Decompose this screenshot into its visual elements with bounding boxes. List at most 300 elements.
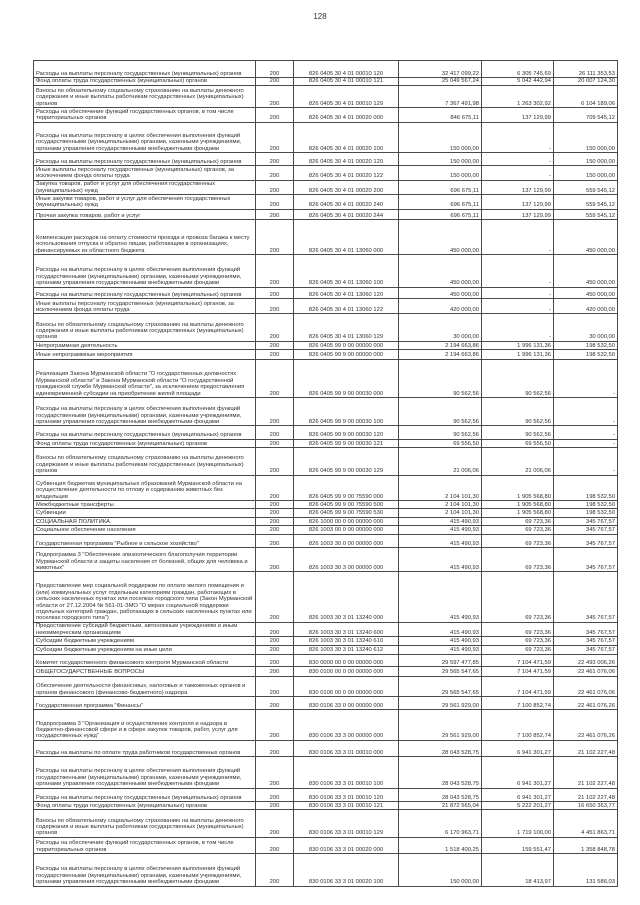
row-amount-col1-cell [399,195,482,209]
row-amount-col1-cell [399,637,482,645]
row-classification-code-cell [294,350,399,359]
row-amount-col1-cell [399,526,482,534]
row-amount-col1: 696 675,11 [450,202,479,209]
row-line-code: 200 [269,615,280,622]
row-amount-col2-cell [482,500,554,508]
table-row [34,166,618,180]
row-classification-code-cell [294,572,399,622]
row-amount-col3: 198 532,50 [585,501,615,508]
row-amount-col3: 450 000,00 [585,291,615,298]
row-classification-code-cell [294,341,399,349]
row-amount-col3-cell [554,255,618,287]
budget-table [33,60,618,887]
row-amount-col3: 345 767,57 [585,638,615,645]
row-description-cell [34,788,256,801]
row-description: Прочая закупка товаров, работ и услуг [36,212,141,219]
row-description-cell [34,350,256,359]
row-classification-code-cell [294,654,399,666]
row-amount-col2-cell [482,676,554,696]
row-description: СОЦИАЛЬНАЯ ПОЛИТИКА [36,518,111,525]
row-description: Расходы на выплаты персоналу в целях обеспечения выполнения функций государственными (муниципальными) органами, казенными учреждениями, органами управления государственными внебюджетными фондами [36,132,242,152]
row-amount-col3: - [613,440,615,447]
row-amount-col3: 150 000,00 [585,158,615,165]
row-amount-col3-cell [554,426,618,439]
row-amount-col3: 131 586,03 [585,879,615,886]
row-classification-code: 826 0405 30 4 01 00010 120 [308,70,384,77]
row-description-cell [34,676,256,696]
row-classification-code: 826 0405 99 9 00 00030 120 [308,432,384,439]
row-amount-col1-cell [399,676,482,696]
row-amount-col3-cell [554,341,618,349]
row-line-code-cell [256,697,294,710]
row-amount-col3: 345 767,57 [585,615,615,622]
row-line-code-cell [256,509,294,517]
row-line-code-cell [256,788,294,801]
row-description-cell [34,398,256,426]
row-line-code-cell [256,475,294,500]
row-line-code: 200 [269,70,280,77]
row-amount-col1-cell [399,209,482,219]
row-classification-code: 826 0405 30 4 01 00020 200 [308,187,384,194]
row-amount-col3-cell [554,195,618,209]
row-amount-col1-cell [399,622,482,636]
row-description-cell [34,572,256,622]
row-line-code: 200 [269,540,280,547]
row-classification-code: 826 0405 99 9 00 75590 000 [308,493,384,500]
row-line-code-cell [256,667,294,676]
row-amount-col2: - [549,173,551,180]
row-amount-col2-cell [482,740,554,756]
row-amount-col1: 415 490,93 [449,615,479,622]
table-row [34,645,618,654]
row-amount-col2-cell [482,637,554,645]
row-line-code: 200 [269,638,280,645]
row-line-code: 200 [269,115,280,122]
row-amount-col1: 29 561 929,00 [441,733,479,740]
row-amount-col3: 198 532,50 [585,493,615,500]
row-classification-code: 830 0100 00 0 00 00000 000 [308,669,384,676]
row-amount-col2-cell [482,810,554,837]
row-amount-col1-cell [399,697,482,710]
row-amount-col2-cell [482,314,554,341]
row-description-cell [34,637,256,645]
row-line-code: 200 [269,307,280,314]
row-amount-col3: 198 532,50 [585,510,615,517]
row-classification-code: 826 0405 99 9 00 00030 000 [308,390,384,397]
row-amount-col1-cell [399,152,482,165]
row-classification-code: 830 0106 33 0 00 00000 000 [308,703,384,710]
row-amount-col3: 21 102 227,48 [577,781,615,788]
row-amount-col2-cell [482,517,554,525]
row-description-cell [34,108,256,122]
row-description-cell [34,475,256,500]
row-classification-code-cell [294,287,399,298]
row-description: Расходы на выплаты персоналу государственных (муниципальных) органов [36,291,242,298]
row-classification-code-cell [294,788,399,801]
row-amount-col3-cell [554,526,618,534]
row-amount-col2-cell [482,299,554,314]
row-line-code-cell [256,517,294,525]
row-amount-col3: 6 104 189,06 [581,100,615,107]
row-amount-col3: 26 111 353,53 [578,70,615,77]
row-classification-code-cell [294,526,399,534]
row-classification-code-cell [294,448,399,475]
row-amount-col2: 7 104 471,59 [517,669,551,676]
row-amount-col2: 90 562,56 [525,419,551,426]
row-line-code: 200 [269,733,280,740]
row-line-code: 200 [269,564,280,571]
row-amount-col3-cell [554,448,618,475]
row-classification-code: 830 0106 33 3 01 00010 000 [308,749,384,756]
row-amount-col1: 90 562,56 [453,390,479,397]
table-row [34,697,618,710]
row-description: Расходы на выплаты персоналу государственных (муниципальных) органов [36,432,242,439]
table-row [34,299,618,314]
row-amount-col1: 2 104 101,30 [445,501,479,508]
row-line-code-cell [256,108,294,122]
row-description-cell [34,710,256,740]
row-amount-col1-cell [399,61,482,78]
row-amount-col1-cell [399,426,482,439]
row-amount-col3-cell [554,802,618,810]
row-description: Субвенция бюджетам муниципальных образований Мурманской области на осуществление деятельности по отлову и содержанию животных без владельцев [36,480,242,500]
row-classification-code-cell [294,697,399,710]
row-amount-col1-cell [399,166,482,180]
row-description-cell [34,426,256,439]
row-amount-col1-cell [399,287,482,298]
row-amount-col3-cell [554,854,618,886]
row-amount-col1: 2 194 663,86 [445,342,479,349]
row-description-cell [34,166,256,180]
row-amount-col1: 29 565 547,65 [441,669,479,676]
row-amount-col2-cell [482,219,554,254]
row-line-code: 200 [269,352,280,359]
row-amount-col2-cell [482,287,554,298]
row-amount-col1-cell [399,439,482,447]
row-classification-code-cell [294,740,399,756]
row-amount-col3-cell [554,287,618,298]
table-row [34,534,618,547]
row-line-code: 200 [269,689,280,696]
row-classification-code-cell [294,108,399,122]
row-line-code: 200 [269,145,280,152]
row-description-cell [34,61,256,78]
table-row [34,219,618,254]
row-line-code-cell [256,398,294,426]
row-line-code-cell [256,350,294,359]
row-line-code: 200 [269,501,280,508]
row-line-code: 200 [269,468,280,475]
row-classification-code: 826 0405 30 4 01 00020 244 [308,212,384,219]
row-amount-col3-cell [554,509,618,517]
table-row [34,802,618,810]
row-line-code: 200 [269,432,280,439]
row-amount-col2: - [549,291,551,298]
row-amount-col2: 1 996 131,36 [517,342,551,349]
row-amount-col1-cell [399,854,482,886]
row-amount-col2-cell [482,509,554,517]
row-line-code: 200 [269,187,280,194]
row-amount-col3: 1 358 848,78 [581,846,615,853]
row-amount-col3: 559 545,12 [585,212,615,219]
row-description: Закупка товаров, работ и услуг для обеспечения государственных (муниципальных) нужд [36,181,216,194]
row-classification-code: 830 0000 00 0 00 00000 000 [308,659,384,666]
row-amount-col3-cell [554,788,618,801]
row-amount-col2: 69 723,36 [525,540,551,547]
row-amount-col2-cell [482,78,554,85]
row-amount-col3-cell [554,122,618,152]
row-amount-col1: 450 000,00 [449,247,479,254]
row-line-code: 200 [269,647,280,654]
row-line-code: 200 [269,703,280,710]
row-classification-code: 826 0405 30 4 01 00010 129 [308,100,384,107]
row-description-cell [34,500,256,508]
row-amount-col3: - [613,432,615,439]
row-amount-col2: 1 905 568,80 [517,501,551,508]
row-amount-col1: 150 000,00 [449,173,479,180]
row-line-code-cell [256,426,294,439]
row-amount-col2: 69 723,36 [525,629,551,636]
row-classification-code-cell [294,426,399,439]
row-amount-col2-cell [482,209,554,219]
row-amount-col3: 4 451 863,71 [581,830,615,837]
row-description: Расходы на выплаты персоналу государственных (муниципальных) органов [36,158,242,165]
row-amount-col2-cell [482,534,554,547]
row-classification-code: 830 0106 33 3 01 00010 129 [308,830,384,837]
row-description-cell [34,622,256,636]
row-amount-col3-cell [554,837,618,853]
row-description-cell [34,517,256,525]
table-row [34,526,618,534]
row-amount-col2: 69 723,36 [525,518,551,525]
row-line-code-cell [256,676,294,696]
row-amount-col3-cell [554,645,618,654]
row-amount-col1-cell [399,534,482,547]
row-line-code: 200 [269,493,280,500]
row-amount-col2-cell [482,475,554,500]
row-description: Межбюджетные трансферты [36,501,114,508]
row-amount-col1-cell [399,475,482,500]
row-amount-col3: - [613,390,615,397]
row-amount-col1: 90 562,56 [453,419,479,426]
row-amount-col3-cell [554,667,618,676]
row-line-code-cell [256,710,294,740]
row-amount-col3-cell [554,534,618,547]
row-amount-col2: - [549,334,551,341]
row-classification-code: 826 0405 30 4 01 13060 129 [308,334,384,341]
row-description-cell [34,314,256,341]
row-line-code-cell [256,61,294,78]
row-amount-col2: 90 562,56 [525,390,551,397]
row-amount-col2: 137 129,99 [521,115,551,122]
row-line-code: 200 [269,440,280,447]
table-row [34,85,618,107]
row-amount-col2-cell [482,108,554,122]
row-description-cell [34,854,256,886]
row-classification-code-cell [294,152,399,165]
row-amount-col3: 198 532,50 [585,352,615,359]
row-description-cell [34,180,256,194]
row-description: Предоставление субсидий бюджетным, автономным учреждениям и иным некоммерческим организациям [36,623,238,636]
row-amount-col1: 2 104 101,30 [445,493,479,500]
row-classification-code-cell [294,299,399,314]
row-classification-code: 826 0405 30 4 01 00020 100 [308,145,384,152]
row-amount-col2: 137 129,99 [521,202,551,209]
row-amount-col3: 150 000,00 [585,173,615,180]
row-line-code-cell [256,287,294,298]
row-amount-col2-cell [482,645,554,654]
row-description: Подпрограмма 3 "Организация и осуществление контроля и надзора в бюджетно-финансовой сфере и в сфере закупок товаров, работ, услуг для государственных нужд" [36,720,238,740]
row-classification-code-cell [294,622,399,636]
row-amount-col1: 69 556,50 [453,440,479,447]
row-classification-code-cell [294,500,399,508]
row-classification-code-cell [294,209,399,219]
row-amount-col2: 1 996 131,36 [517,352,551,359]
row-line-code: 200 [269,803,280,809]
row-description: Иные непрограммные мероприятия [36,352,133,359]
row-description-cell [34,697,256,710]
row-amount-col2: 6 941 301,27 [517,749,551,756]
table-row [34,637,618,645]
row-classification-code-cell [294,810,399,837]
row-classification-code: 826 0405 30 4 01 00020 122 [308,173,384,180]
row-description-cell [34,341,256,349]
row-line-code-cell [256,526,294,534]
row-line-code: 200 [269,846,280,853]
row-classification-code-cell [294,195,399,209]
row-amount-col3-cell [554,359,618,397]
row-description-cell [34,654,256,666]
row-description: Расходы на выплаты персоналу в целях обеспечения выполнения функций государственными (муниципальными) органами, казенными учреждениями, органами управления государственными внебюджетными фондами [36,768,242,788]
row-amount-col1-cell [399,837,482,853]
page-number: 128 [313,12,327,21]
row-amount-col1-cell [399,710,482,740]
row-amount-col3: 345 767,57 [585,564,615,571]
table-row [34,572,618,622]
row-line-code: 200 [269,334,280,341]
row-amount-col2: - [549,280,551,287]
row-amount-col1-cell [399,500,482,508]
row-amount-col3-cell [554,637,618,645]
row-amount-col1-cell [399,645,482,654]
row-amount-col2: 69 723,36 [525,527,551,534]
budget-table-body [34,61,618,887]
table-row [34,448,618,475]
row-amount-col1: 21 006,06 [453,468,479,475]
row-amount-col3: 22 461 076,06 [577,689,615,696]
row-amount-col3-cell [554,757,618,788]
row-description: Расходы на обеспечение функций государственных органов, в том числе территориальных органов [36,840,234,853]
row-description-cell [34,547,256,571]
row-amount-col1: 6 170 963,71 [445,830,479,837]
row-description-cell [34,509,256,517]
row-classification-code: 826 0405 99 9 00 00030 121 [308,440,384,447]
row-amount-col1-cell [399,255,482,287]
row-classification-code-cell [294,837,399,853]
row-amount-col2-cell [482,166,554,180]
row-amount-col1: 415 490,93 [449,647,479,654]
row-description: Иные выплаты персоналу государственных (муниципальных) органов, за исключением фонда оплаты труда [36,300,234,314]
row-amount-col1-cell [399,314,482,341]
row-classification-code-cell [294,122,399,152]
row-amount-col3-cell [554,78,618,85]
row-classification-code: 830 0106 00 0 00 00000 000 [308,689,384,696]
row-amount-col1: 21 872 565,04 [441,803,479,809]
row-classification-code-cell [294,475,399,500]
row-classification-code: 826 1003 30 3 01 13240 000 [308,615,384,622]
row-amount-col1: 29 597 477,85 [441,659,479,666]
row-classification-code: 826 0405 99 9 00 00030 100 [308,419,384,426]
row-line-code-cell [256,837,294,853]
row-line-code-cell [256,166,294,180]
row-amount-col3-cell [554,350,618,359]
row-amount-col1-cell [399,667,482,676]
row-line-code-cell [256,500,294,508]
row-line-code-cell [256,802,294,810]
row-line-code-cell [256,85,294,107]
row-line-code: 200 [269,173,280,180]
row-classification-code: 826 0405 30 4 01 00010 121 [308,78,384,85]
row-classification-code-cell [294,645,399,654]
row-line-code: 200 [269,202,280,209]
row-classification-code-cell [294,398,399,426]
row-description-cell [34,219,256,254]
row-amount-col1: 450 000,00 [449,280,479,287]
row-classification-code-cell [294,710,399,740]
row-amount-col2-cell [482,439,554,447]
table-row [34,78,618,85]
table-row [34,439,618,447]
row-amount-col1: 2 104 101,30 [445,510,479,517]
row-description-cell [34,287,256,298]
row-classification-code: 826 1003 30 3 01 13240 612 [308,647,384,654]
row-line-code-cell [256,122,294,152]
row-classification-code: 826 1003 30 0 00 00000 000 [308,540,384,547]
row-amount-col2: 7 100 852,74 [517,733,551,740]
row-line-code: 200 [269,794,280,801]
row-amount-col2-cell [482,398,554,426]
row-amount-col1-cell [399,219,482,254]
row-description: Комитет государственного финансового контроля Мурманской области [36,659,229,666]
row-amount-col3-cell [554,314,618,341]
row-line-code: 200 [269,158,280,165]
row-amount-col3-cell [554,152,618,165]
row-description: Фонд оплаты труда государственных (муниципальных) органов [36,78,207,85]
row-description-cell [34,152,256,165]
row-classification-code-cell [294,637,399,645]
row-amount-col1-cell [399,517,482,525]
row-amount-col3: 345 767,57 [585,629,615,636]
row-classification-code-cell [294,359,399,397]
table-row [34,209,618,219]
row-line-code-cell [256,637,294,645]
row-line-code-cell [256,622,294,636]
row-amount-col1-cell [399,398,482,426]
row-line-code: 200 [269,830,280,837]
table-row [34,180,618,194]
row-amount-col3-cell [554,180,618,194]
row-amount-col3: 198 532,50 [585,342,615,349]
row-amount-col2-cell [482,788,554,801]
row-amount-col3-cell [554,654,618,666]
row-line-code: 200 [269,247,280,254]
row-amount-col2-cell [482,526,554,534]
row-amount-col1-cell [399,78,482,85]
row-classification-code-cell [294,219,399,254]
row-line-code-cell [256,209,294,219]
row-amount-col2-cell [482,802,554,810]
row-line-code-cell [256,740,294,756]
